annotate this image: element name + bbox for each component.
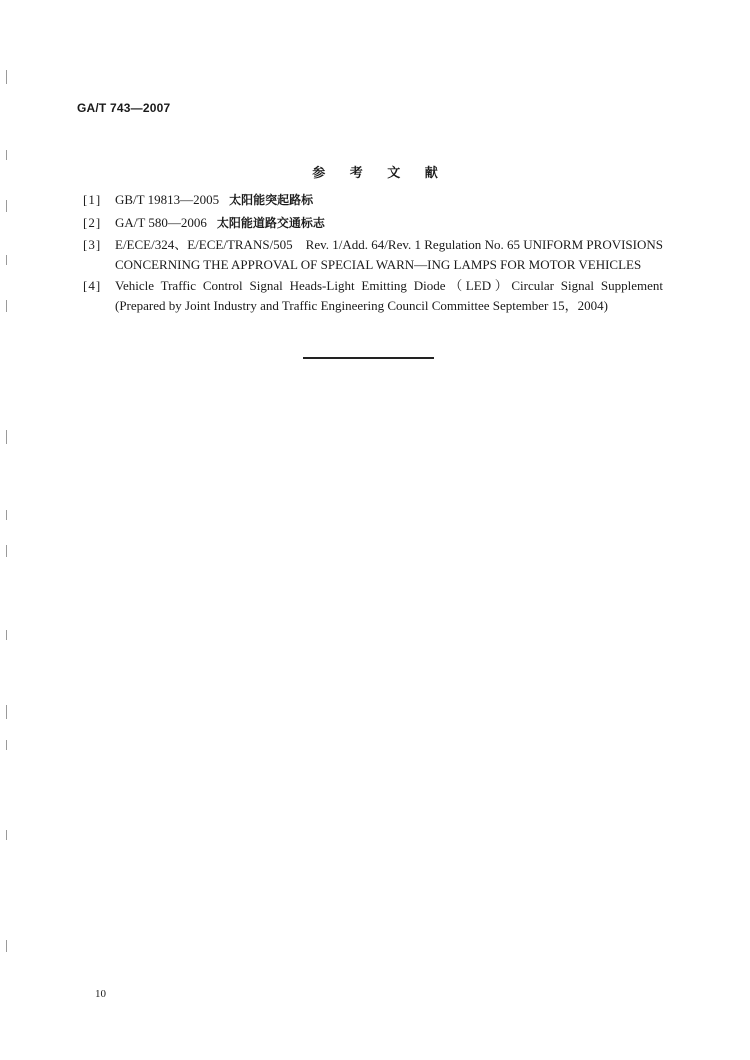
reference-text — [115, 190, 663, 211]
reference-title: 太阳能突起路标 — [229, 193, 314, 207]
reference-item — [83, 190, 663, 211]
reference-text — [115, 213, 663, 234]
binding-marks — [6, 40, 10, 1020]
reference-text: E/ECE/324、E/ECE/TRANS/505 Rev. 1/Add. 64/Rev. 1 Regulation No. 65 UNIFORM PROVISIONS CONCERNING THE APPROVAL OF SPECIAL WARN—ING LAMPS FOR MOTOR VEHICLES — [115, 237, 663, 272]
reference-item — [83, 276, 663, 315]
reference-number: [2] — [83, 214, 102, 230]
end-rule — [303, 357, 434, 359]
reference-number: [3] — [83, 237, 102, 252]
page-number: 10 — [95, 988, 106, 1000]
reference-item — [83, 235, 663, 274]
reference-number: [1] — [83, 192, 102, 207]
reference-title: 太阳能道路交通标志 — [216, 215, 325, 230]
reference-list — [83, 190, 663, 317]
standard-code-header: GA/T 743—2007 — [77, 101, 171, 115]
reference-code: GB/T 19813—2005 — [115, 192, 220, 207]
reference-number: [4] — [83, 278, 102, 293]
section-title: 参 考 文 献 — [312, 166, 448, 181]
reference-text: Vehicle Traffic Control Signal Heads-Light Emitting Diode（LED）Circular Signal Supplement (Prepared by Joint Industry and Traffic Engineering Council Committee September 15，2004) — [115, 278, 663, 313]
reference-code: GA/T 580—2006 — [115, 214, 207, 230]
reference-item — [83, 213, 663, 234]
